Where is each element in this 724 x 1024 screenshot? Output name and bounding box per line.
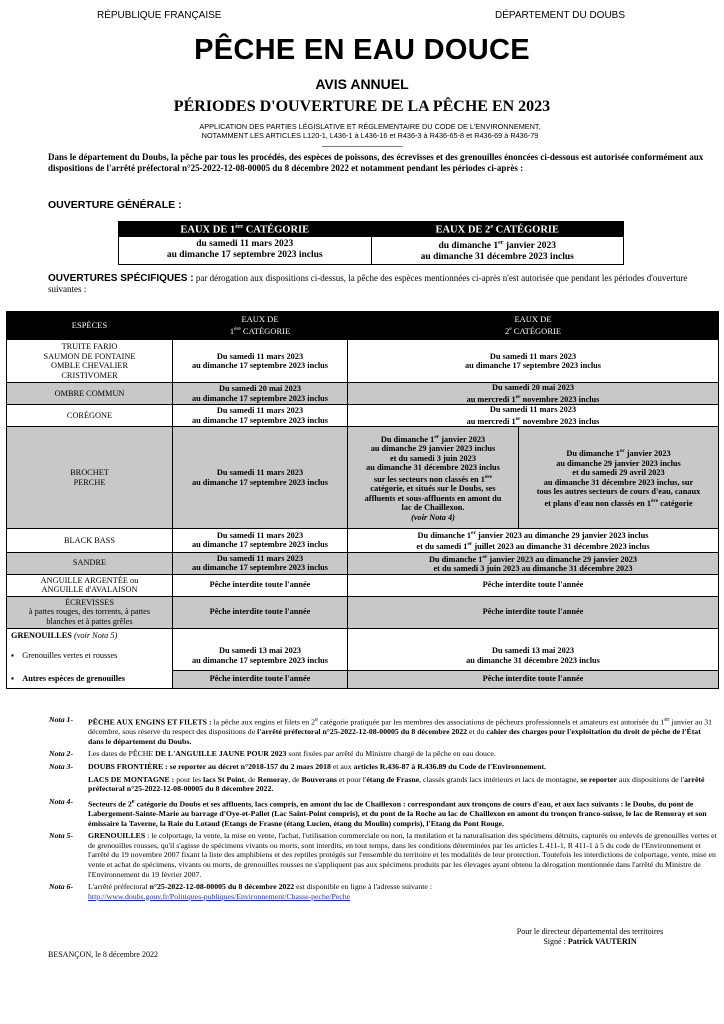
species-grenouilles-vertes: ▪ Grenouilles vertes et rousses <box>7 642 173 670</box>
species-ombre: OMBRE COMMUN <box>7 383 173 405</box>
cat2-period: Du samedi 11 mars 2023 au mercredi 1er novembre 2023 inclus <box>348 405 719 427</box>
signature-name: Signé : Patrick VAUTERIN <box>543 937 637 946</box>
note-5: Nota 5- GRENOUILLES : le colportage, la vente, la mise en vente, l'achat, l'utilisation commerciale ou non, la mutilation et la naturalisation des spécimens détruits, capturés ou enlevés de grenouilles vertes et de grenouilles rousses, qu'il s'agisse de spécimens vivants ou morts, sont interdits, en tout temps, dans les conditions déterminées par les articles L 411-1, R 411-1 à 5 du code de l'Environnement et l'arrêté du 19 novembre 2007 fixant la liste des amphibiens et des reptiles protégés sur l'ensemble du territoire et les modalités de leur protection. Toutefois les interdictions de colportage, vente, mise en vente et achat de spécimens, vivants ou morts, de grenouilles rousses ne s'appliquent pas aux spécimens produits par les élevages ayant obtenu la dérogation mentionnée dans l'arrêté du Ministre de l'Environnement du 19 février 2007. <box>49 831 717 879</box>
note-4: Nota 4- Secteurs de 2e catégorie du Doubs et ses affluents, lacs compris, en amont du lac de Chaillexon : correspondant aux tronçons de cours d'eau, et aux lacs suivants : le Doubs, du pont de Labergement-Sainte-Marie au barrage d'Oye-et-Pallet (Lac Saint-Point compris), et du pont de la Roche au lac de Chaillexon en amont du tronçon franco-suisse, le lac de Remoray et son émissaire la Taverne, la Raie du Lotaud (Etangs de Frasne (étang Lucien, étang du Moulin) compris), l'Etang du Pont Rouge. <box>49 796 707 828</box>
cat1-period: Du samedi 11 mars 2023 au dimanche 17 septembre 2023 inclus <box>173 427 348 529</box>
page-subtitle: AVIS ANNUEL <box>315 76 409 92</box>
species-black-bass: BLACK BASS <box>7 529 173 553</box>
general-col2-header: EAUX DE 2e CATÉGORIE <box>371 222 624 237</box>
cat1-period: Pêche interdite toute l'année <box>173 574 348 596</box>
application-text <box>120 122 620 140</box>
species-coregone: CORÉGONE <box>7 405 173 427</box>
species-sandre: SANDRE <box>7 552 173 574</box>
empty-cell <box>173 628 348 642</box>
header-cat1: EAUX DE 1ère CATÉGORIE <box>173 312 348 340</box>
header-cat2: EAUX DE 2e CATÉGORIE <box>348 312 719 340</box>
cat2-period-other: Du dimanche 1er janvier 2023 au dimanche 29 janvier 2023 inclus et du samedi 29 avril 2023 au dimanche 31 décembre 2023 inclus, sur tous les autres secteurs de cours d'eau, canaux et plans d'eau non classés en 1ère catégorie <box>519 427 719 529</box>
cat2-period: Pêche interdite toute l'année <box>348 670 719 688</box>
table-row <box>7 405 719 427</box>
notes-section <box>49 715 717 904</box>
cat1-period: Pêche interdite toute l'année <box>173 596 348 628</box>
general-col1-header: EAUX DE 1ère CATÉGORIE <box>119 222 372 237</box>
note-3: Nota 3- DOUBS FRONTIÈRE : se reporter au décret n°2018-157 du 2 mars 2018 et aux articles R.436-87 à R.436.89 du Code de l'Environnement. <box>49 761 547 771</box>
page-heading: PÉRIODES D'OUVERTURE DE LA PÊCHE EN 2023 <box>173 98 551 115</box>
cat2-period: Du samedi 13 mai 2023 au dimanche 31 décembre 2023 inclus <box>348 642 719 670</box>
bullet-icon: ▪ <box>11 674 14 684</box>
application-line-2: NOTAMMENT LES ARTICLES L120-1, L436-1 à L436-16 et R436-3 à R436-65-8 et R436-69 à R436-79 <box>201 131 539 140</box>
header-species: ESPÈCES <box>7 312 173 340</box>
place-date: BESANÇON, le 8 décembre 2022 <box>48 950 158 959</box>
species-grenouilles-title: GRENOUILLES (voir Nota 5) <box>7 628 173 642</box>
cat1-period: Du samedi 11 mars 2023 au dimanche 17 septembre 2023 inclus <box>173 405 348 427</box>
specific-paragraph: OUVERTURES SPÉCIFIQUES : par dérogation aux dispositions ci-dessus, la pêche des espèces mentionnées ci-après n'est autorisée que pendant les périodes d'ouverture suivantes : <box>48 273 688 294</box>
general-col1-dates: du samedi 11 mars 2023 au dimanche 17 septembre 2023 inclus <box>119 236 372 264</box>
department-label: DÉPARTEMENT DU DOUBS <box>495 10 626 21</box>
republic-label: RÉPUBLIQUE FRANÇAISE <box>97 10 222 21</box>
species-anguille: ANGUILLE ARGENTÉE ou ANGUILLE d'AVALAISON <box>7 574 173 596</box>
cat2-period: Du dimanche 1er janvier 2023 au dimanche 29 janvier 2023 inclus et du samedi 1er juillet 2023 au dimanche 31 décembre 2023 inclus <box>348 529 719 553</box>
cat1-period: Pêche interdite toute l'année <box>173 670 348 688</box>
intro-paragraph: Dans le département du Doubs, la pêche par tous les procédés, des espèces de poissons, des écrevisses et des grenouilles énoncées ci-dessous est autorisée conformément aux dispositions de l'arrêté préfectoral n°25-2022-12-08-00005 du 8 décembre 2022 et notamment pendant les périodes ci-après : <box>48 152 704 173</box>
cat1-period: Du samedi 11 mars 2023 au dimanche 17 septembre 2023 inclus <box>173 529 348 553</box>
table-row <box>7 529 719 553</box>
species-brochet: BROCHET PERCHE <box>7 427 173 529</box>
cat1-period: Du samedi 20 mai 2023 au dimanche 17 septembre 2023 inclus <box>173 383 348 405</box>
prefecture-link[interactable]: http://www.doubs.gouv.fr/Politiques-publiques/Environnement/Chasse-peche/Peche <box>88 891 351 901</box>
top-header <box>0 10 724 24</box>
table-row <box>7 628 719 642</box>
table-row <box>7 642 719 670</box>
page-title: PÊCHE EN EAU DOUCE <box>194 34 530 66</box>
general-heading: OUVERTURE GÉNÉRALE : <box>48 199 182 211</box>
cat2-period: Du dimanche 1er janvier 2023 au dimanche 29 janvier 2023 et du samedi 3 juin 2023 au dimanche 31 décembre 2023 <box>348 552 719 574</box>
note-2: Nota 2- Les dates de PÊCHE DE L'ANGUILLE JAUNE POUR 2023 sont fixées par arrêté du Ministre chargé de la pêche en eau douce. <box>49 749 496 759</box>
species-trout: TRUITE FARIO SAUMON DE FONTAINE OMBLE CHEVALIER CRISTIVOMER <box>7 340 173 383</box>
cat2-period: Du samedi 20 mai 2023 au mercredi 1er novembre 2023 inclus <box>348 383 719 405</box>
application-line-1: APPLICATION DES PARTIES LÉGISLATIVE ET RÉGLEMENTAIRE DU CODE DE L'ENVIRONNEMENT, <box>199 122 541 131</box>
cat1-period: Du samedi 13 mai 2023 au dimanche 17 septembre 2023 inclus <box>173 642 348 670</box>
table-row <box>7 596 719 628</box>
cat2-period: Pêche interdite toute l'année <box>348 574 719 596</box>
note-3-lakes: LACS DE MONTAGNE : pour les lacs St Point, de Remoray, de Bouverans et pour l'étang de Frasne, classés grands lacs intérieurs et lacs de montagne, se reporter aux dispositions de l'arrêté préfectoral n°25-2022-12-08-00005 du 8 décembre 2022. <box>88 774 705 794</box>
general-table <box>118 221 624 265</box>
table-row <box>7 383 719 405</box>
table-header <box>7 312 719 340</box>
note-1: Nota 1- PÊCHE AUX ENGINS ET FILETS : la pêche aux engins et filets en 2e catégorie pratiquée par les membres des associations de pêcheurs professionnels et amateurs est autorisée du 1er janvier au 31 décembre, sous réserve du respect des dispositions de l'arrêté préfectoral n°25-2022-12-08-00005 du 8 décembre 2022 et du cahier des charges pour l'exploitation du droit de pêche de l'État dans le département du Doubs. <box>49 715 713 746</box>
table-row <box>7 670 719 688</box>
species-table <box>6 311 719 689</box>
table-row <box>7 340 719 383</box>
signature-block <box>470 927 710 947</box>
table-row <box>7 552 719 574</box>
bullet-icon: ▪ <box>11 651 14 661</box>
cat1-period: Du samedi 11 mars 2023 au dimanche 17 septembre 2023 inclus <box>173 552 348 574</box>
signature-role: Pour le directeur départemental des territoires <box>516 927 664 936</box>
cat2-period-doubs: Du dimanche 1er janvier 2023 au dimanche 29 janvier 2023 inclus et du samedi 3 juin 2023 au dimanche 31 décembre 2023 inclus sur les secteurs non classés en 1ère catégorie, et situés sur le Doubs, ses affluents et sous-affluents en amont du lac de Chaillexon. (voir Nota 4) <box>348 427 519 529</box>
separator: -------------------------------------------- <box>321 142 403 150</box>
specific-heading: OUVERTURES SPÉCIFIQUES : <box>48 273 194 284</box>
empty-cell <box>348 628 719 642</box>
table-row <box>7 427 719 529</box>
table-row <box>7 574 719 596</box>
general-col2-dates: du dimanche 1er janvier 2023 au dimanche 31 décembre 2023 inclus <box>371 236 624 264</box>
species-grenouilles-autres: ▪ Autres espèces de grenouilles <box>7 670 173 688</box>
species-ecrevisses: ÉCREVISSES à pattes rouges, des torrents, à pattes blanches et à pattes grêles <box>7 596 173 628</box>
cat1-period: Du samedi 11 mars 2023 au dimanche 17 septembre 2023 inclus <box>173 340 348 383</box>
cat2-period: Pêche interdite toute l'année <box>348 596 719 628</box>
cat2-period: Du samedi 11 mars 2023 au dimanche 17 septembre 2023 inclus <box>348 340 719 383</box>
note-6: Nota 6- L'arrêté préfectoral n°25-2022-12-08-00005 du 8 décembre 2022 est disponible en ligne à l'adresse suivante : http://www.doubs.gouv.fr/Politiques-publiques/Environnement/Chasse-peche/Peche <box>49 882 433 901</box>
